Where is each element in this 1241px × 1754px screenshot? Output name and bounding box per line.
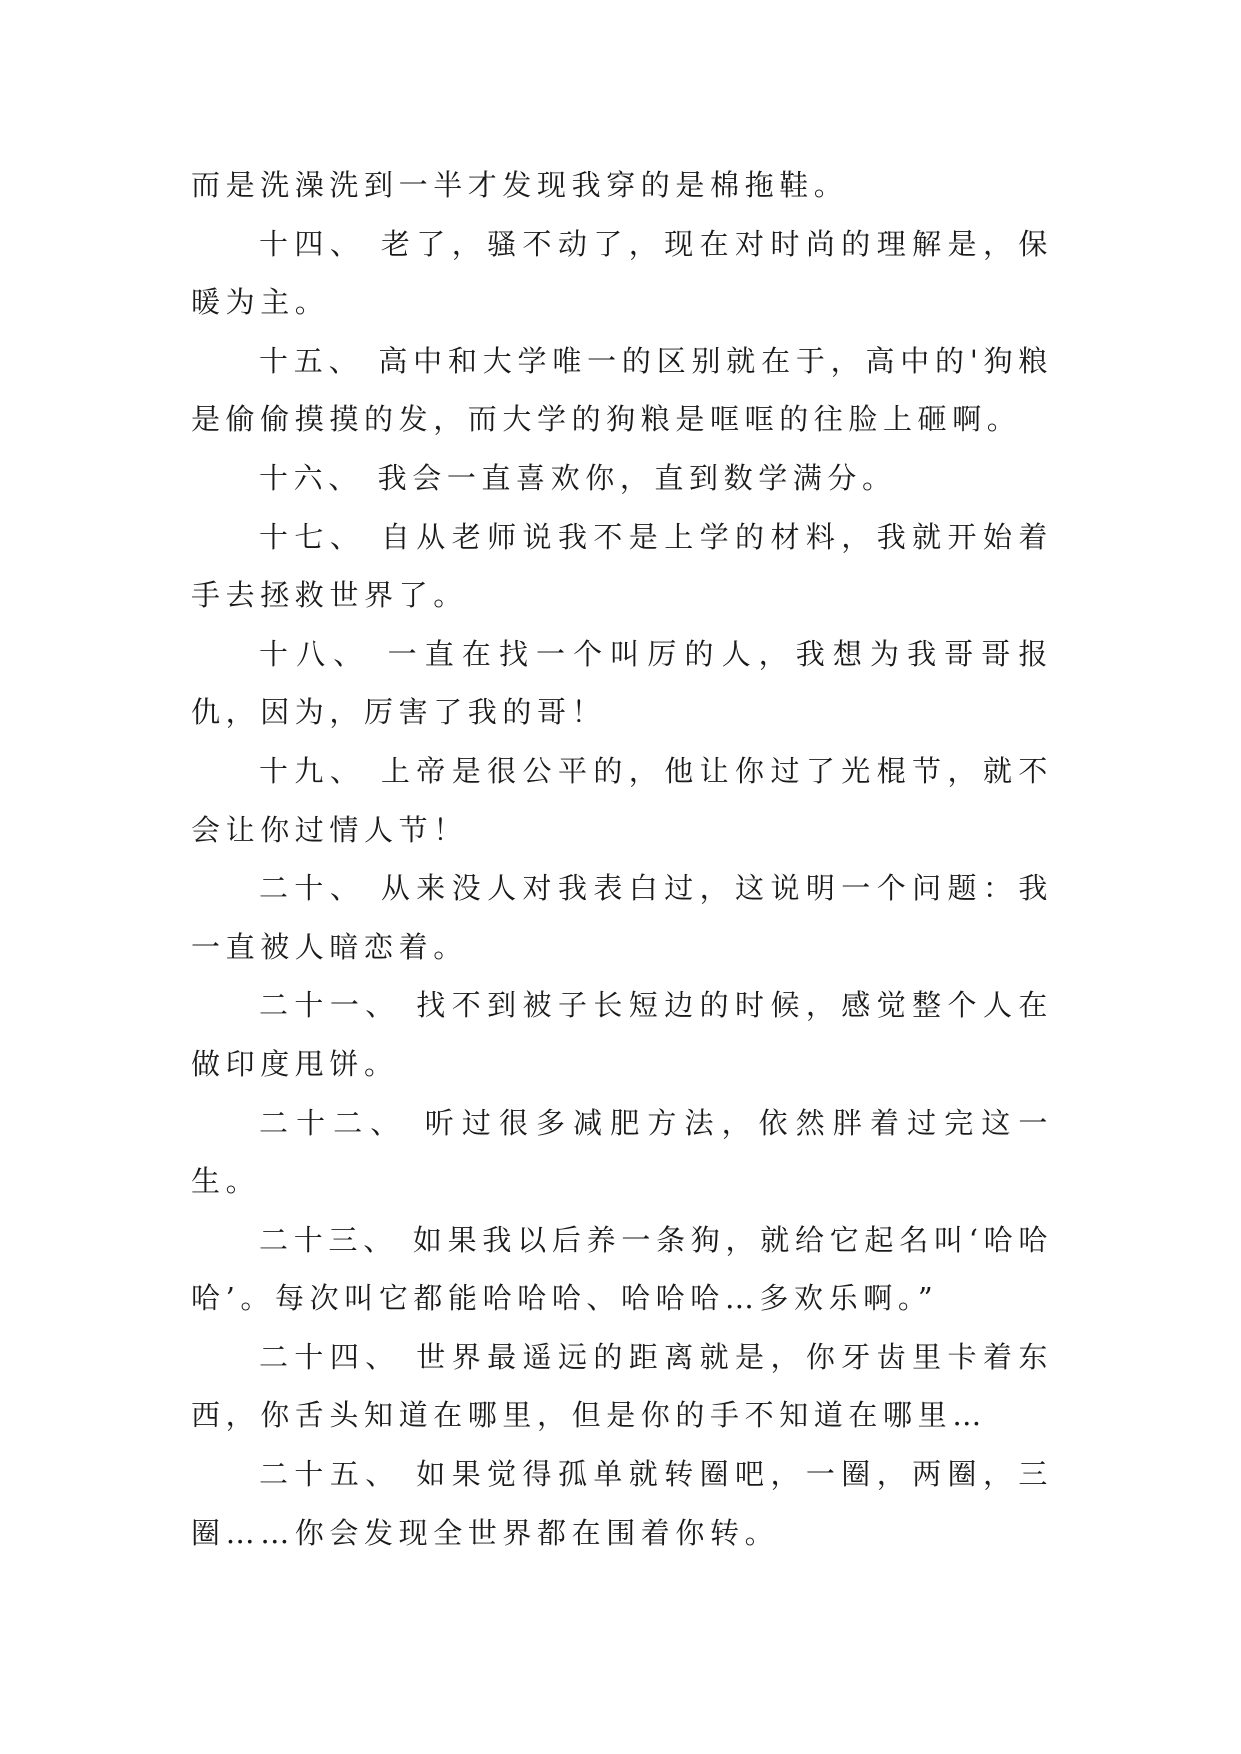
paragraph-continuation: 而是洗澡洗到一半才发现我穿的是棉拖鞋。 bbox=[191, 168, 849, 202]
paragraph-item-17: 十七、 自从老师说我不是上学的材料，我就开始着手去拯救世界了。 bbox=[191, 519, 1053, 613]
paragraph-item-25: 二十五、 如果觉得孤单就转圈吧，一圈，两圈，三圈……你会发现全世界都在围着你转。 bbox=[191, 1457, 1053, 1550]
paragraph-item-23: 二十三、 如果我以后养一条狗，就给它起名叫‘哈哈哈’。每次叫它都能哈哈哈、哈哈哈…多欢乐啊。” bbox=[191, 1222, 1053, 1316]
paragraph-item-18: 十八、 一直在找一个叫厉的人，我想为我哥哥报仇，因为，厉害了我的哥！ bbox=[191, 636, 1053, 730]
paragraph-item-20: 二十、 从来没人对我表白过，这说明一个问题：我一直被人暗恋着。 bbox=[191, 871, 1053, 964]
paragraph-item-19: 十九、 上帝是很公平的，他让你过了光棍节，就不会让你过情人节！ bbox=[191, 753, 1053, 847]
paragraph-item-21: 二十一、 找不到被子长短边的时候，感觉整个人在做印度甩饼。 bbox=[191, 988, 1053, 1081]
paragraph-item-16: 十六、 我会一直喜欢你，直到数学满分。 bbox=[259, 460, 897, 495]
paragraph-item-22: 二十二、 听过很多减肥方法，依然胖着过完这一生。 bbox=[191, 1105, 1053, 1199]
document-body bbox=[191, 156, 1053, 1562]
paragraph-item-15: 十五、 高中和大学唯一的区别就在于，高中的'狗粮是偷偷摸摸的发，而大学的狗粮是哐哐的往脸上砸啊。 bbox=[191, 343, 1053, 437]
paragraph-item-24: 二十四、 世界最遥远的距离就是，你牙齿里卡着东西，你舌头知道在哪里，但是你的手不知道在哪里… bbox=[191, 1339, 1053, 1433]
paragraph-item-14: 十四、 老了，骚不动了，现在对时尚的理解是，保暖为主。 bbox=[191, 226, 1053, 320]
